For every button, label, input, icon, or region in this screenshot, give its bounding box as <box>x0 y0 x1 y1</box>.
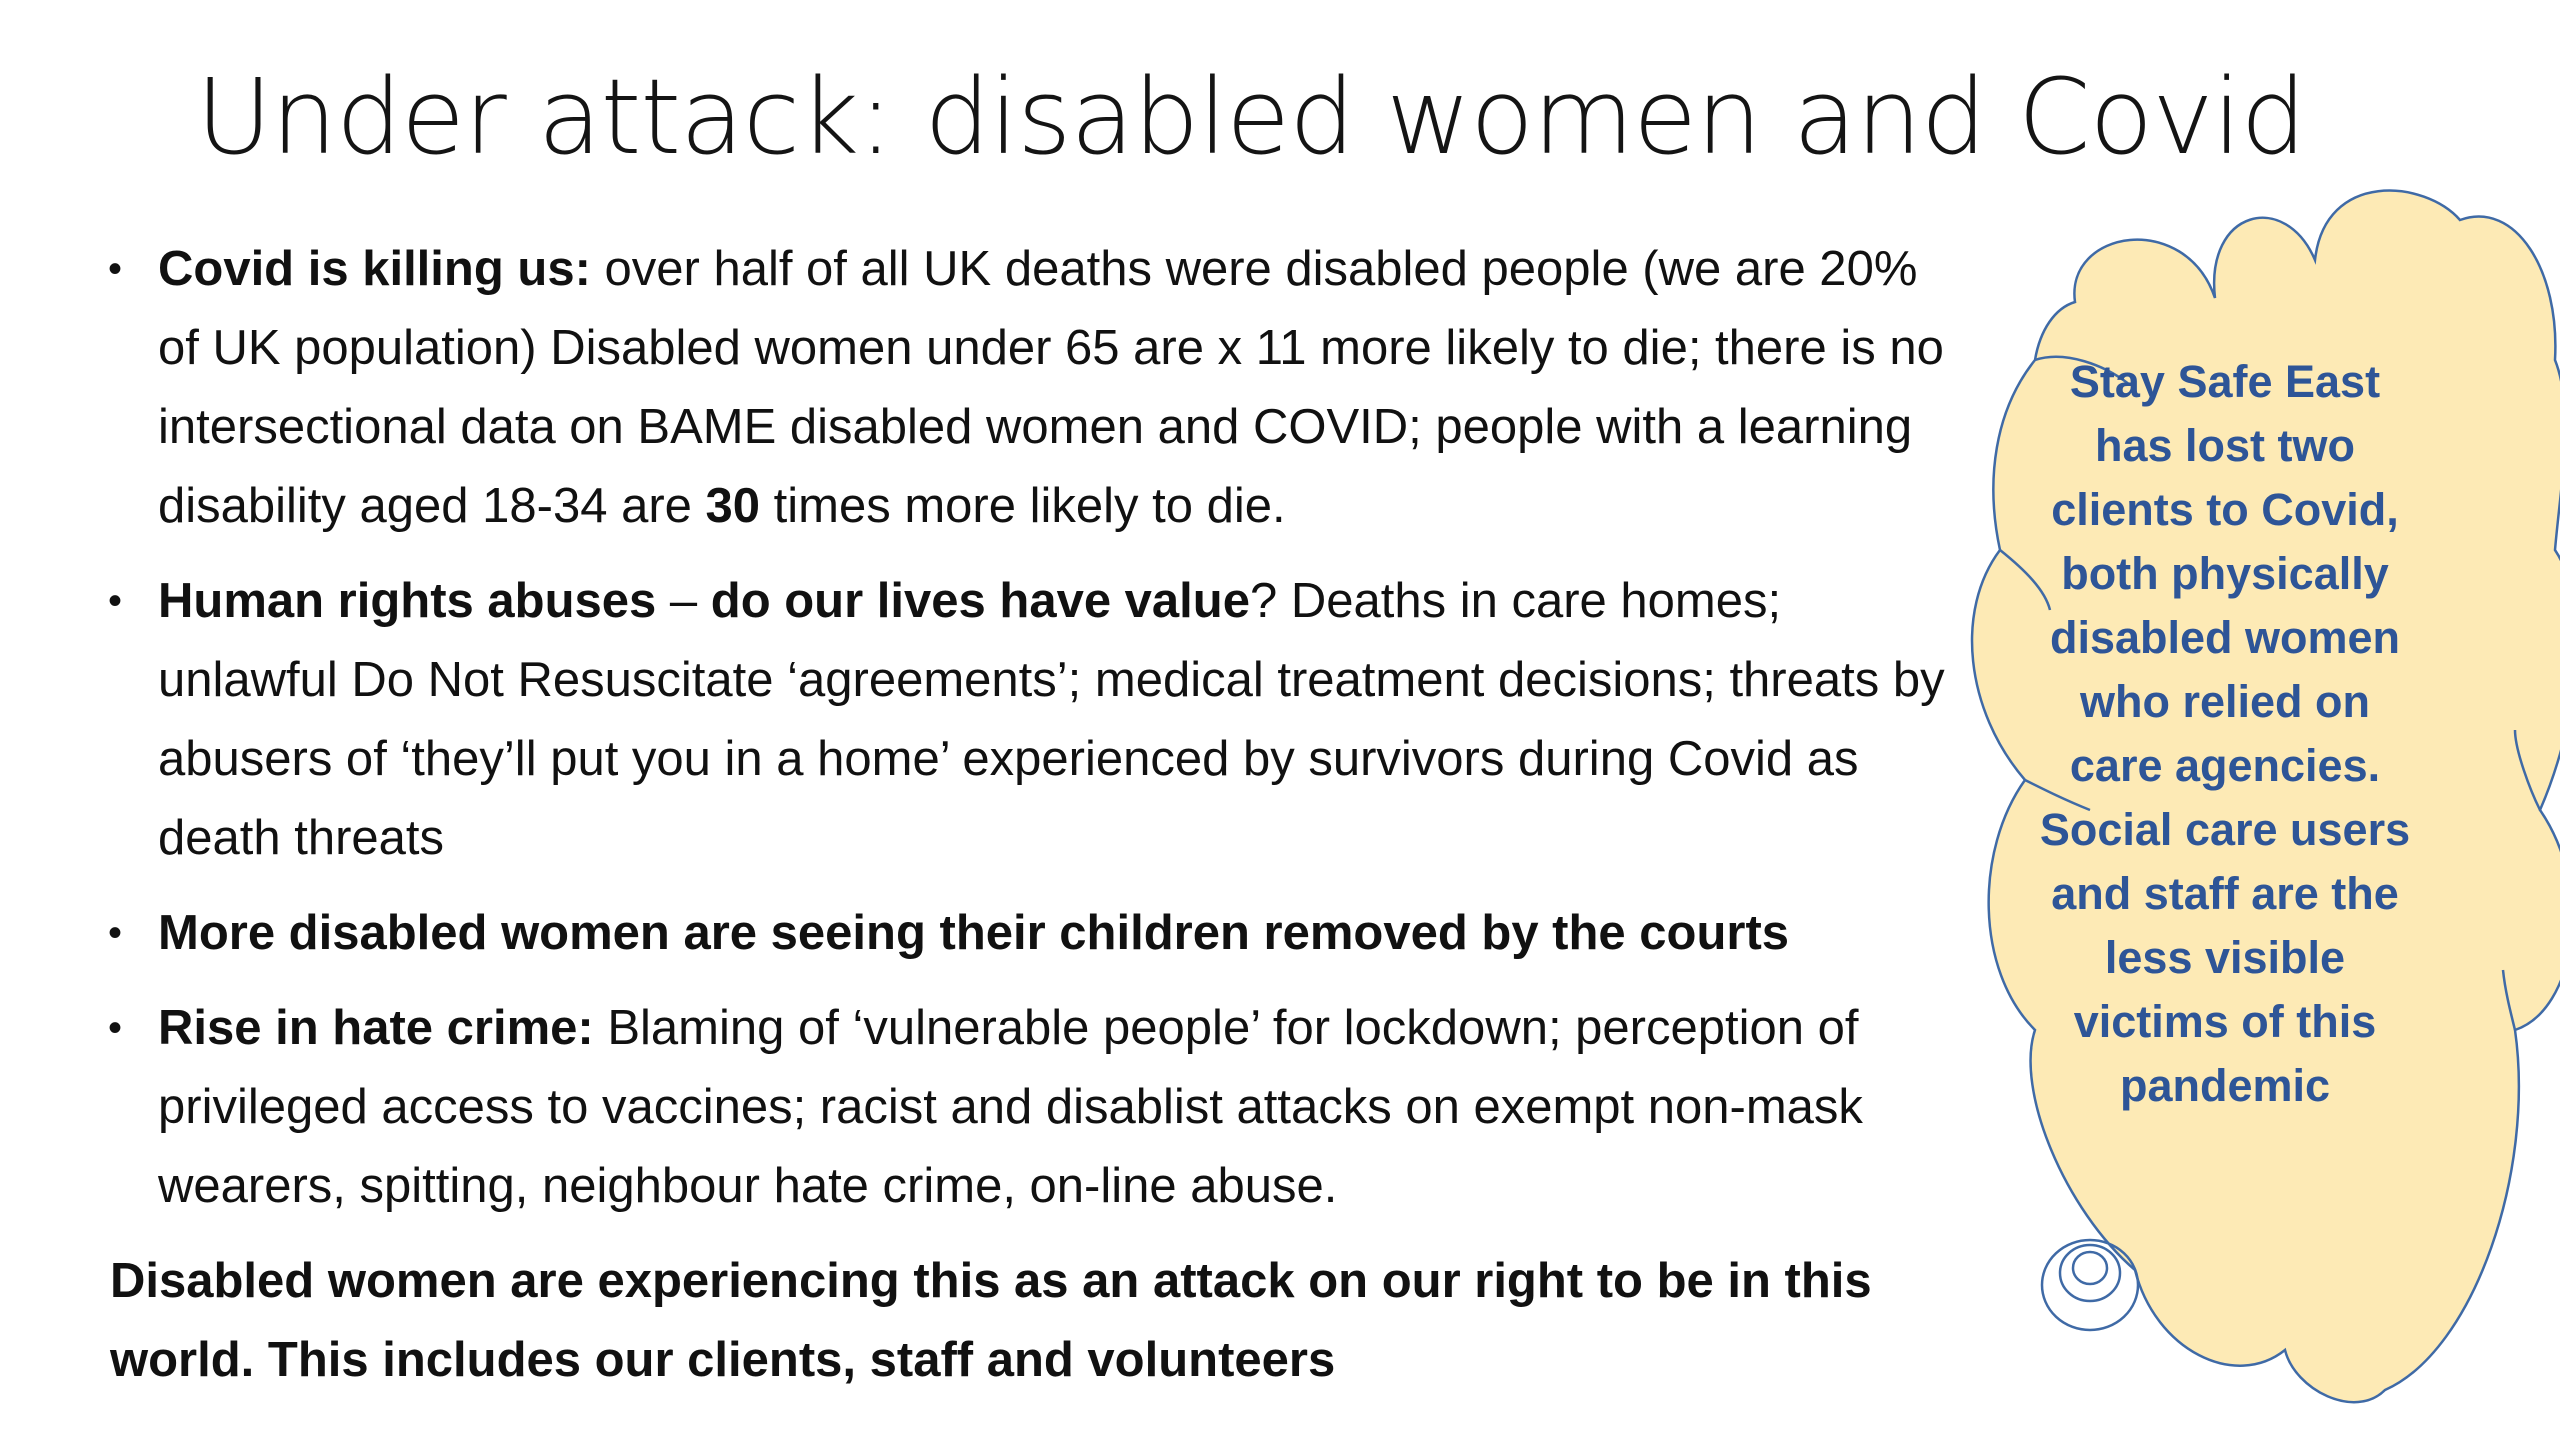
bullet-dot: • <box>108 911 123 955</box>
bullet-human-rights <box>98 562 1948 878</box>
bullet-heading: Human rights abuses <box>158 574 657 628</box>
thought-bubble-tail-medium <box>2060 1245 2120 1301</box>
bullet-dot: • <box>108 579 123 623</box>
bullet-text: times more likely to die. <box>760 479 1286 533</box>
bullet-text: Blaming of ‘vulnerable people’ for lockdown; perception of privileged access to vaccines; racist and disablist attacks on exempt non-mask wearers, spitting, neighbour hate crime, on-line abuse. <box>158 1001 1863 1213</box>
bullet-text: over half of all UK deaths were disabled people (we are 20% of UK population) Disabled women under 65 are x 11 more likely to die; there is no intersectional data on BAME disabled women and COVID; people with a learning disability aged 18-34 are <box>158 242 1944 533</box>
thought-bubble-callout <box>1955 190 2560 1400</box>
bullet-text: – <box>656 574 711 628</box>
bullet-dot: • <box>108 247 123 291</box>
closing-statement: Disabled women are experiencing this as an attack on our right to be in this world. This includes our clients, staff and volunteers <box>110 1254 1872 1387</box>
bullet-hate-crime <box>98 989 1948 1226</box>
callout-text: Stay Safe East has lost two clients to Covid, both physically disabled women who relied on care agencies. Social care users and staff are the less visible victims of this pandemic <box>2039 356 2411 1111</box>
bullet-emphasis: do our lives have value <box>710 574 1250 628</box>
bullet-heading: Rise in hate crime: <box>158 1001 594 1055</box>
bullet-text: ? Deaths in care homes; unlawful Do Not Resuscitate ‘agreements’; medical treatment decisions; threats by abusers of ‘they’ll put you in a home’ experienced by survivors during Covid as death threats <box>158 574 1945 865</box>
bullet-dot: • <box>108 1006 123 1050</box>
bullet-heading: Covid is killing us: <box>158 242 591 296</box>
bullet-emphasis: 30 <box>705 479 761 533</box>
slide-body <box>98 230 1948 1400</box>
bullet-heading: More disabled women are seeing their children removed by the courts <box>158 906 1790 960</box>
thought-bubble-tail-small <box>2073 1252 2107 1284</box>
bullet-list <box>98 230 1948 1226</box>
bullet-covid-deaths <box>98 230 1948 546</box>
slide-title: Under attack: disabled women and Covid <box>196 56 2306 178</box>
bullet-children-removed <box>98 894 1948 973</box>
